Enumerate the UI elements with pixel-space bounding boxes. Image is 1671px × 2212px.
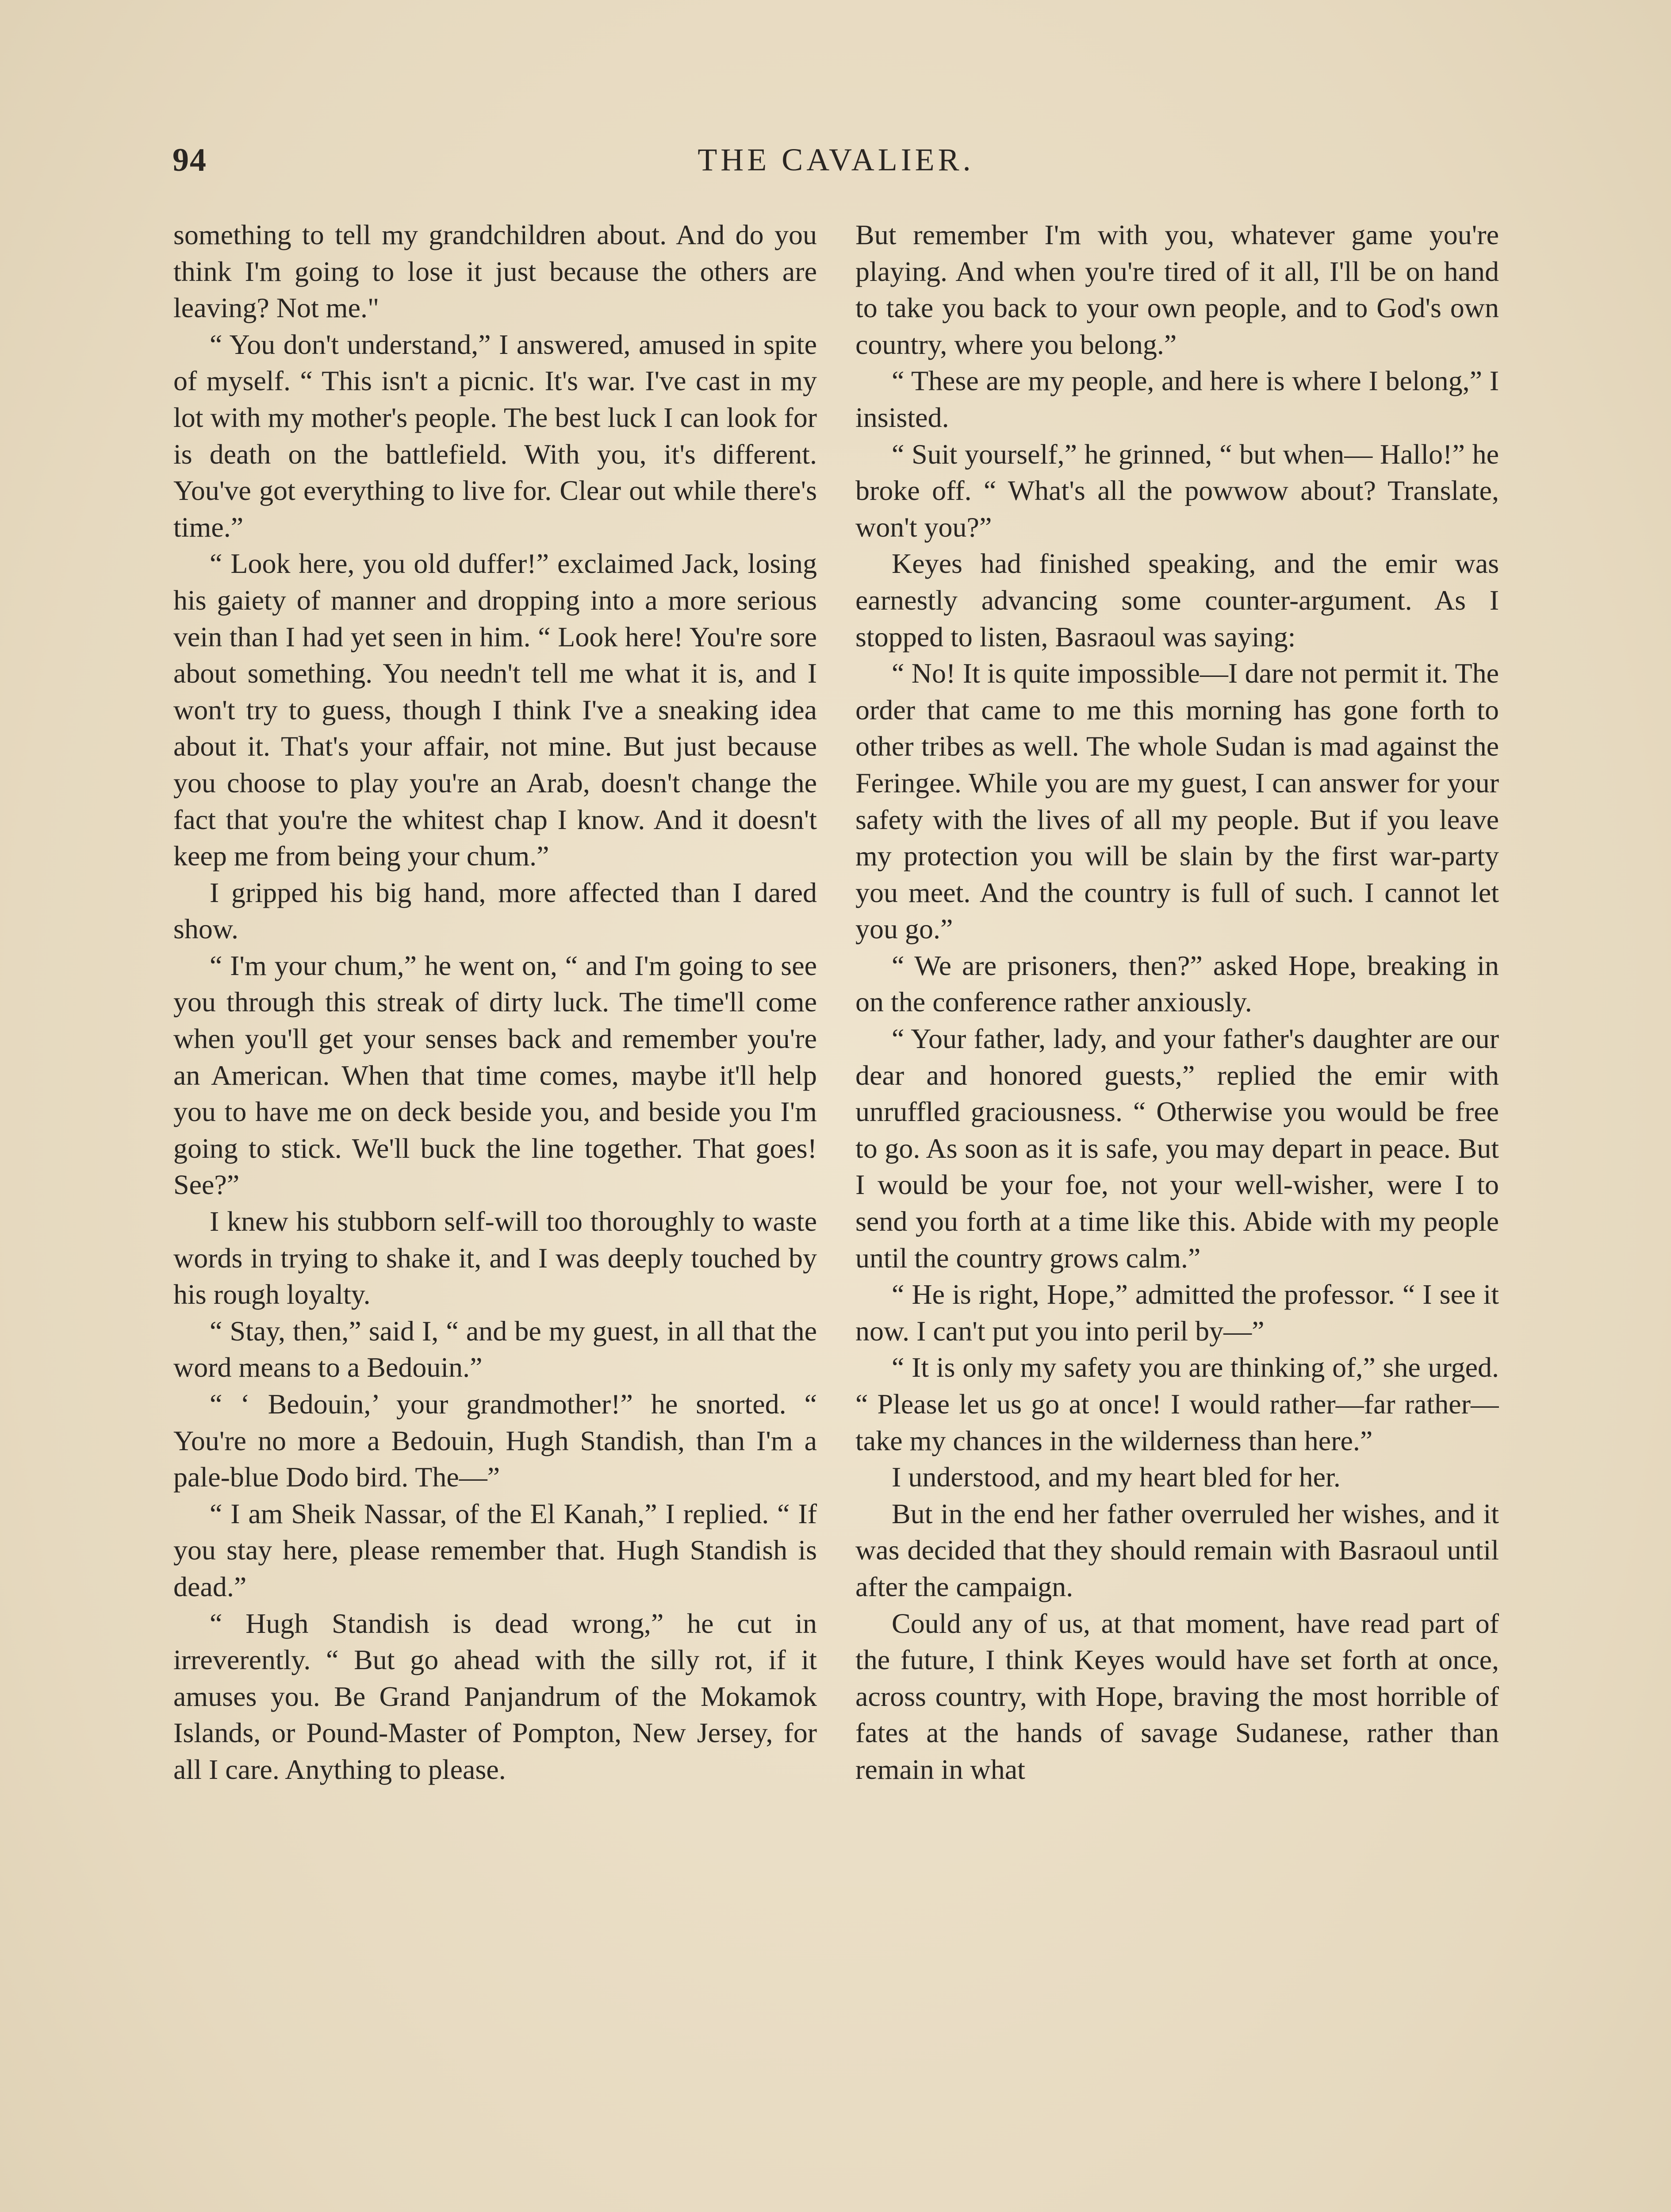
paragraph: “ It is only my safety you are thinking of,” she urged. “ Please let us go at once! I would rather—far rather—take my chances in the wilderness than here.”: [855, 1352, 1499, 1456]
paragraph: I understood, and my heart bled for her.: [892, 1461, 1341, 1493]
right-text-column: [855, 217, 1499, 2212]
paragraph: “ ‘ Bedouin,’ your grandmother!” he snorted. “ You're no more a Bedouin, Hugh Standish, than I'm a pale-blue Dodo bird. The—”: [173, 1388, 817, 1493]
paragraph: “ Suit yourself,” he grinned, “ but when— Hallo!” he broke off. “ What's all the powwow about? Translate, won't you?”: [855, 438, 1499, 543]
paragraph: “ You don't understand,” I answered, amused in spite of myself. “ This isn't a picnic. It's war. I've cast in my lot with my mother's people. The best luck I can look for is death on the battlefield. With you, it's different. You've got everything to live for. Clear out while there's time.”: [173, 328, 817, 543]
page-number: 94: [172, 142, 207, 178]
paragraph: “ He is right, Hope,” admitted the professor. “ I see it now. I can't put you into peril by—”: [855, 1279, 1499, 1347]
paragraph: Keyes had finished speaking, and the emir was earnestly advancing some counter-argument. As I stopped to listen, Basraoul was saying:: [855, 548, 1499, 653]
paragraph: “ These are my people, and here is where I belong,” I insisted.: [855, 365, 1499, 433]
paragraph: “ I am Sheik Nassar, of the El Kanah,” I replied. “ If you stay here, please remember that. Hugh Standish is dead.”: [173, 1498, 817, 1602]
page-header: [172, 142, 1499, 190]
paragraph: “ Stay, then,” said I, “ and be my guest, in all that the word means to a Bedouin.”: [173, 1315, 817, 1383]
paragraph: “ Your father, lady, and your father's daughter are our dear and honored guests,” replied the emir with unruffled graciousness. “ Otherwise you would be free to go. As soon as it is safe, you may depart in peace. But I would be your foe, not your well-wisher, were I to send you forth at a time like this. Abide with my people until the country grows calm.”: [855, 1023, 1499, 1274]
paragraph: something to tell my grandchildren about. And do you think I'm going to lose it just because the others are leaving? Not me.": [173, 219, 817, 324]
paragraph: “ We are prisoners, then?” asked Hope, breaking in on the conference rather anxiously.: [855, 949, 1499, 1018]
paragraph: “ Hugh Standish is dead wrong,” he cut in irreverently. “ But go ahead with the silly rot, if it amuses you. Be Grand Panjandrum of the Mokamok Islands, or Pound-Master of Pompton, New Jersey, for all I care. Anything to please.: [173, 1607, 817, 1785]
paragraph: I knew his stubborn self-will too thoroughly to waste words in trying to shake it, and I was deeply touched by his rough loyalty.: [173, 1206, 817, 1310]
running-head: THE CAVALIER.: [698, 142, 974, 177]
paragraph: But remember I'm with you, whatever game you're playing. And when you're tired of it all, I'll be on hand to take you back to your own people, and to God's own country, where you belong.”: [855, 219, 1499, 360]
paragraph: “ Look here, you old duffer!” exclaimed Jack, losing his gaiety of manner and dropping into a more serious vein than I had yet seen in him. “ Look here! You're sore about something. You needn't tell me what it is, and I won't try to guess, though I think I've a sneaking idea about it. That's your affair, not mine. But just because you choose to play you're an Arab, doesn't change the fact that you're the whitest chap I know. And it doesn't keep me from being your chum.”: [173, 548, 817, 872]
paragraph: But in the end her father overruled her wishes, and it was decided that they should remain with Basraoul until after the campaign.: [855, 1498, 1499, 1602]
paragraph: “ No! It is quite impossible—I dare not permit it. The order that came to me this morning has gone forth to other tribes as well. The whole Sudan is mad against the Feringee. While you are my guest, I can answer for your safety with the lives of all my people. But if you leave my protection you will be slain by the first war-party you meet. And the country is full of such. I cannot let you go.”: [855, 657, 1499, 945]
paragraph: I gripped his big hand, more affected than I dared show.: [173, 876, 817, 945]
left-text-column: [173, 217, 817, 2212]
paragraph: Could any of us, at that moment, have read part of the future, I think Keyes would have set forth at once, across country, with Hope, braving the most horrible of fates at the hands of savage Sudanese, rather than remain in what: [855, 1607, 1499, 1785]
paragraph: “ I'm your chum,” he went on, “ and I'm going to see you through this streak of dirty luck. The time'll come when you'll get your senses back and remember you're an American. When that time comes, maybe it'll help you to have me on deck beside you, and beside you I'm going to stick. We'll buck the line together. That goes! See?”: [173, 949, 817, 1201]
